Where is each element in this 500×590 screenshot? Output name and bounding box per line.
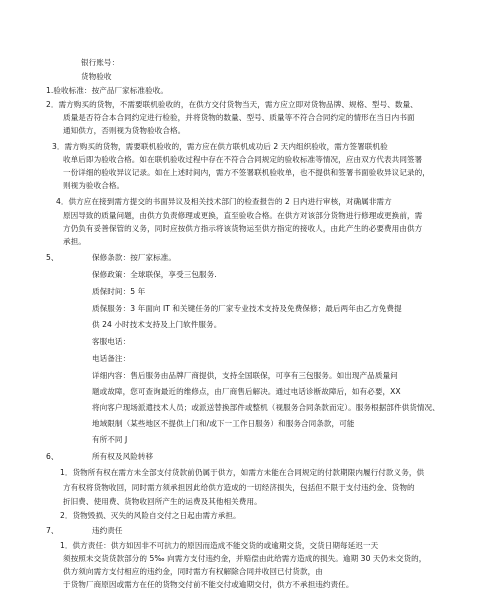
liability-section-number: 7、 [46,526,59,535]
liability-item-1-line-2: 须按照未交货货款部分的 5‰ 向需方支付违约金，并赔偿由此给需方造成的损失。逾期 30 天仍未交货的， [63,554,427,563]
acceptance-item-4-line-3: 方仍负有妥善保管的义务，同时应按供方指示将该货物运至供方指定的接收人，由此产生的必要费用由供方 [63,224,423,233]
ownership-item-1-line-1: 1．货物所有权在需方未全部支付货款前仍属于供方，如需方未能在合同规定的付款期限内履行付款义务，供 [60,468,425,477]
ownership-item-1-line-2: 方有权将货物收回，同时需方须承担因此给供方造成的一切经济损失，包括但不限于支付违约金、货物的 [63,483,415,492]
bank-account-label: 银行账号： [81,58,120,67]
liability-heading: 违约责任 [92,526,123,535]
warranty-service-phone: 客服电话： [92,337,131,346]
liability-item-1-line-1: 1．供方责任：供方如因非不可抗力的原因而造成不能交货的或逾期交货，交货日期每延迟一天 [60,541,379,550]
warranty-detail-line-4: 地域限制（某些地区不提供上门和/或下一工作日服务）和服务合同条款，可能 [92,419,355,428]
warranty-period: 质保时间：5 年 [92,287,146,296]
ownership-section-number: 6、 [46,452,59,461]
ownership-item-2: 2．货物毁损、灭失的风险自交付之日起由需方承担。 [60,511,241,520]
acceptance-item-3-line-4: 则视为验收合格。 [63,181,125,190]
acceptance-item-3-line-1: 3．需方购买的货物，需要联机验收的，需方应在供方联机成功后 2 天内组织验收，需方签署联机验 [52,142,388,151]
warranty-service-line-1: 质保服务：3 年面向 IT 和关键任务的厂家专业技术支持及免费保修；最后两年由乙方免费提 [92,304,402,313]
warranty-phone-note: 电话备注： [92,354,131,363]
acceptance-item-4-line-2: 原因导致的质量问题，由供方负责修理或更换，直至验收合格。在供方对该部分货物进行修理或更换前，需 [63,211,423,220]
warranty-detail-line-3: 将向客户现场派遣技术人员；或派送替换部件或整机（视服务合同条款而定）。服务根据部件供货情况、 [92,403,440,412]
acceptance-item-2-line-1: 2．需方购买的货物，不需要联机验收的，在供方交付货物当天，需方应立即对货物品牌、规格、型号、数量、 [46,100,418,109]
ownership-item-1-line-3: 折旧费、使用费、货物收回所产生的运费及其他相关费用。 [63,497,262,506]
warranty-detail-line-1: 详细内容：售后服务由品牌厂商提供，支持全国联保，可享有三包服务。如出现产品质量问 [92,371,398,380]
ownership-heading: 所有权及风险转移 [92,452,154,461]
acceptance-item-2-line-2: 质量是否符合本合同约定进行检验，并将货物的数量、型号、质量等不符合合同约定的情形在当日内书面 [63,113,415,122]
warranty-policy: 保修政策：全球联保，享受三包服务. [92,270,217,279]
acceptance-item-1: 1.验收标准：按产品厂家标准验收。 [46,86,168,95]
warranty-detail-line-5: 有所不同 J [92,435,128,444]
warranty-section-number: 5、 [46,253,59,262]
warranty-service-line-2: 供 24 小时技术支持及上门软件服务。 [92,320,222,329]
warranty-detail-line-2: 题或故障，您可查询最近的维修点，由厂商售后解决。通过电话诊断故障后，如有必要，XX [92,387,401,396]
acceptance-item-3-line-3: 一份详细的验收异议记录。如在上述时间内，需方不签署联机验收单，也不提供和签署书面验收异议记录的， [63,168,430,177]
acceptance-item-4-line-1: 4．供方应在接到需方提交的书面异议及相关技术部门的检查报告的 2 日内进行审核，对确属非需方 [56,197,392,206]
liability-item-1-line-4: 于货物厂商原因或需方在任的货物交付前不能交付或逾期交付，供方不承担违约责任。 [63,580,354,589]
acceptance-item-2-line-3: 通知供方，否则视为货物验收合格。 [63,126,186,135]
goods-acceptance-heading: 货物验收 [81,72,112,81]
acceptance-item-4-line-4: 承担。 [63,237,86,246]
warranty-heading: 保修条款：按厂家标准。 [92,253,177,262]
liability-item-1-line-3: 供方须向需方支付相应的违约金，同时需方有权解除合同并收回已付货款，由 [63,567,323,576]
acceptance-item-3-line-2: 收单后即为验收合格。如在联机验收过程中存在不符合合同规定的验收标准等情况，应由双方代表共同签署 [63,155,423,164]
